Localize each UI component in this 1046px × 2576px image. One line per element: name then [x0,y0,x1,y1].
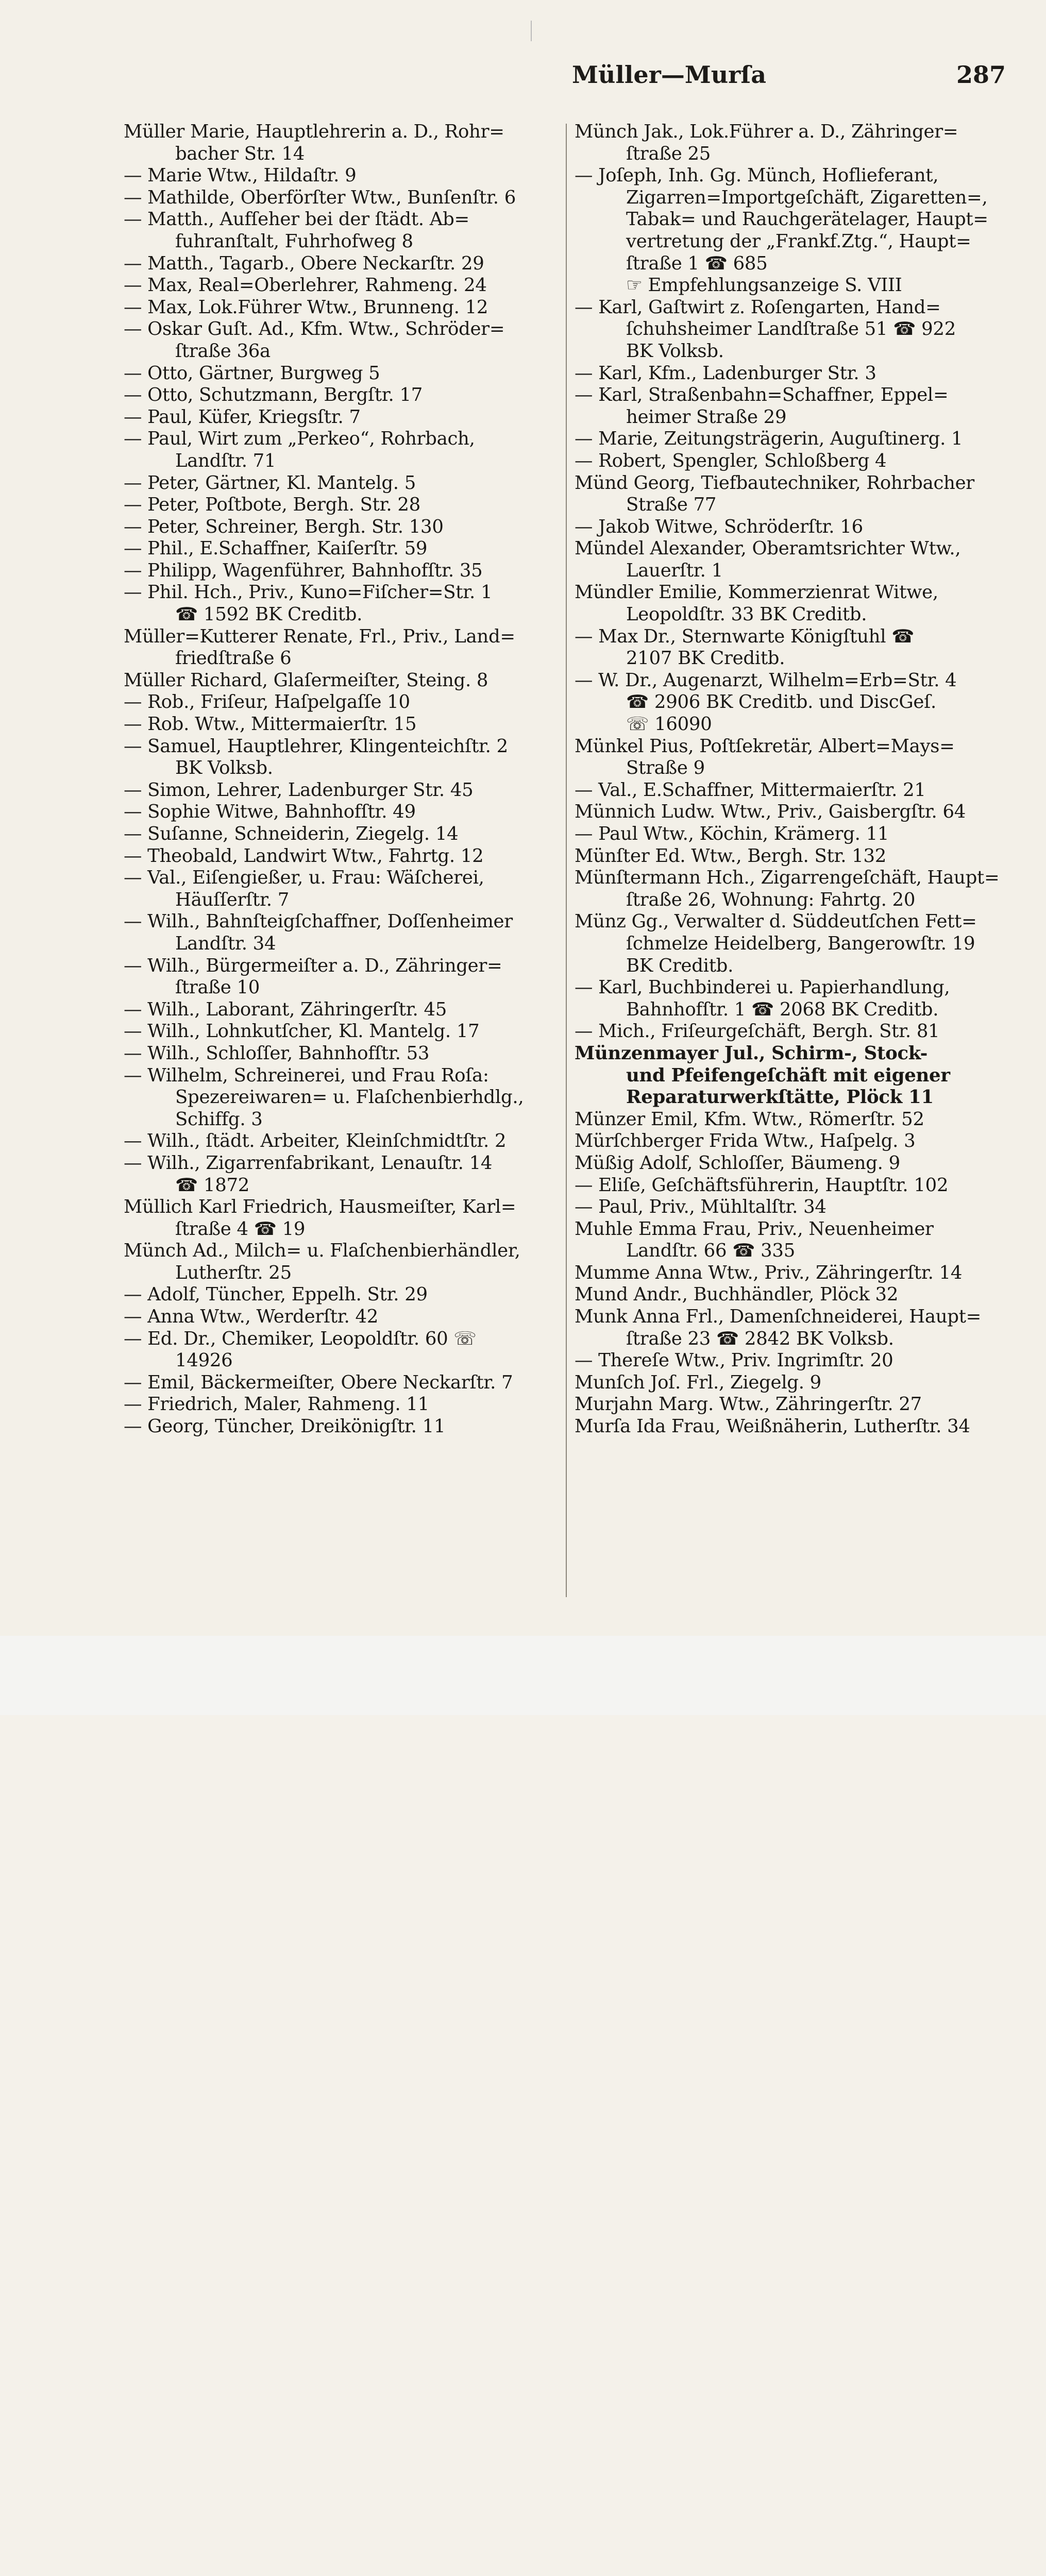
directory-entry-line: Mumme Anna Wtw., Priv., Zähringerſtr. 14 [575,1262,963,1283]
directory-entry-line: — Mich., Friſeurgeſchäft, Bergh. Str. 81 [575,1021,940,1042]
page-header [572,61,1006,97]
directory-entry-line: — Adolf, Tüncher, Eppelh. Str. 29 [124,1284,428,1306]
directory-entry-line: — Simon, Lehrer, Ladenburger Str. 45 [124,779,474,801]
directory-entry-line: — Georg, Tüncher, Dreikönigſtr. 11 [124,1416,446,1437]
directory-entry-line: ſtraße 4 ☎ 19 [175,1218,306,1240]
directory-entry-line: — Paul, Küfer, Kriegsſtr. 7 [124,406,361,428]
directory-entry-line: Schiffg. 3 [175,1108,263,1130]
directory-entry-line: — Peter, Schreiner, Bergh. Str. 130 [124,516,444,537]
page-title: Müller—Murſa [572,61,767,89]
directory-entry-line: — Robert, Spengler, Schloßberg 4 [575,450,887,471]
left-column [124,121,564,1438]
directory-entry-line: — Karl, Straßenbahn=Schaffner, Eppel= [575,384,949,406]
directory-entry-line: — Wilh., Bürgermeiſter a. D., Zähringer= [124,955,502,976]
directory-entry-line: Münſtermann Hch., Zigarrengeſchäft, Haupt= [575,867,1000,889]
directory-entry-line: Straße 77 [626,494,717,516]
directory-entry-line: Muhle Emma Frau, Priv., Neuenheimer [575,1218,934,1240]
directory-entry-line: — Anna Wtw., Werderſtr. 42 [124,1306,379,1328]
directory-entry-line: — Otto, Schutzmann, Bergſtr. 17 [124,384,423,406]
directory-entry-line: — Paul Wtw., Köchin, Krämerg. 11 [575,823,889,844]
directory-entry-line: — Emil, Bäckermeiſter, Obere Neckarſtr. 7 [124,1371,513,1393]
directory-entry-line: ſtraße 25 [626,143,711,164]
directory-entry-line: vertretung der „Frankf.Ztg.“, Haupt= [626,230,971,252]
directory-entry-line: — Paul, Wirt zum „Perkeo“, Rohrbach, [124,428,475,450]
directory-entry-line: ☞ Empfehlungsanzeige S. VIII [626,275,902,296]
directory-entry-line: — Peter, Gärtner, Kl. Mantelg. 5 [124,472,416,494]
directory-entry-line: Münd Georg, Tiefbautechniker, Rohrbacher [575,472,974,494]
directory-entry-line: heimer Straße 29 [626,406,787,428]
directory-entry-line: Münch Ad., Milch= u. Flaſchenbierhändler, [124,1240,520,1262]
directory-entry-line: Müller Richard, Glaſermeiſter, Steing. 8 [124,669,488,691]
directory-entry-line: — Val., E.Schaffner, Mittermaierſtr. 21 [575,779,926,801]
directory-entry-line: — Wilh., ſtädt. Arbeiter, Kleinſchmidtſtr. 2 [124,1130,507,1152]
page-number: 287 [956,61,1006,89]
directory-entry-line: — Wilh., Bahnſteigſchaffner, Doſſenheimer [124,911,513,933]
directory-entry-line: — Wilh., Lohnkutſcher, Kl. Mantelg. 17 [124,1021,480,1042]
directory-entry-line: Münkel Pius, Poſtſekretär, Albert=Mays= [575,735,955,757]
directory-entry-line: — Rob. Wtw., Mittermaierſtr. 15 [124,714,417,735]
directory-entry-line: 2107 BK Creditb. [626,648,785,669]
directory-entry-line: — Otto, Gärtner, Burgweg 5 [124,362,380,384]
directory-entry-line: — Wilh., Zigarrenfabrikant, Lenauſtr. 14 [124,1152,493,1174]
directory-entry-line: — Joſeph, Inh. Gg. Münch, Hoflieferant, [575,165,939,187]
directory-entry-line: Müllich Karl Friedrich, Hausmeiſter, Karl= [124,1196,516,1218]
directory-entry-line: und Pfeifengeſchäft mit eigener [626,1064,950,1086]
directory-entry-line: Müller Marie, Hauptlehrerin a. D., Rohr= [124,121,504,142]
directory-entry-line: Leopoldſtr. 33 BK Creditb. [626,604,867,625]
directory-entry-line: — Philipp, Wagenführer, Bahnhofſtr. 35 [124,560,483,581]
directory-entry-line: — Karl, Kfm., Ladenburger Str. 3 [575,362,876,384]
directory-entry-line: Reparaturwerkſtätte, Plöck 11 [626,1087,934,1108]
directory-entry-line: — Val., Eiſengießer, u. Frau: Wäſcherei, [124,867,484,889]
directory-entry-line: — Thereſe Wtw., Priv. Ingrimſtr. 20 [575,1350,893,1371]
directory-entry-line: Mündler Emilie, Kommerzienrat Witwe, [575,582,938,603]
directory-entry-line: — Karl, Buchbinderei u. Papierhandlung, [575,977,950,998]
directory-entry-line: 14926 [175,1350,233,1371]
directory-entry-line: Mürſchberger Frida Wtw., Haſpelg. 3 [575,1130,916,1152]
directory-entry-line: — Sophie Witwe, Bahnhofſtr. 49 [124,801,416,823]
directory-entry-line: — Matth., Tagarb., Obere Neckarſtr. 29 [124,252,484,274]
directory-entry-line: bacher Str. 14 [175,143,305,164]
directory-entry-line: Straße 9 [626,757,705,779]
directory-entry-line: — Marie Wtw., Hildaſtr. 9 [124,165,357,187]
directory-entry-line: — Karl, Gaſtwirt z. Roſengarten, Hand= [575,296,941,318]
directory-entry-line: Munſch Joſ. Frl., Ziegelg. 9 [575,1371,821,1393]
directory-entry-line: Landſtr. 34 [175,933,276,954]
directory-entry-line: Münnich Ludw. Wtw., Priv., Gaisbergſtr. 64 [575,801,966,823]
directory-entry-line: — Peter, Poſtbote, Bergh. Str. 28 [124,494,420,516]
directory-entry-line: Häuſſerſtr. 7 [175,889,289,910]
directory-entry-line: — Wilhelm, Schreinerei, und Frau Roſa: [124,1064,489,1086]
directory-entry-line: ſtraße 36a [175,340,271,362]
directory-entry-line: BK Volksb. [626,340,724,362]
directory-entry-line: Mund Andr., Buchhändler, Plöck 32 [575,1284,899,1306]
directory-entry-line: ſtraße 23 ☎ 2842 BK Volksb. [626,1328,894,1349]
directory-entry-line: BK Volksb. [175,757,273,779]
directory-entry-line: — Wilh., Schloſſer, Bahnhofſtr. 53 [124,1042,430,1064]
directory-entry-line: Bahnhofſtr. 1 ☎ 2068 BK Creditb. [626,998,939,1020]
directory-entry-line: — Suſanne, Schneiderin, Ziegelg. 14 [124,823,459,844]
directory-entry-line: — Eliſe, Geſchäftsführerin, Hauptſtr. 102 [575,1174,949,1196]
directory-entry-line: — Max, Lok.Führer Wtw., Brunneng. 12 [124,296,488,318]
scan-mark [531,21,532,41]
directory-entry-line: Landſtr. 66 ☎ 335 [626,1240,795,1262]
directory-entry-line: friedſtraße 6 [175,648,292,669]
directory-entry-line: Münz Gg., Verwalter d. Süddeutſchen Fett= [575,911,977,933]
directory-entry-line: — Max Dr., Sternwarte Königſtuhl ☎ [575,625,915,647]
directory-entry-line: ſchmelze Heidelberg, Bangerowſtr. 19 [626,933,975,954]
directory-entry-line: — Samuel, Hauptlehrer, Klingenteichſtr. 2 [124,735,508,757]
footer [0,1636,1046,1715]
right-column [575,121,1013,1438]
directory-entry-line: — Jakob Witwe, Schröderſtr. 16 [575,516,863,537]
directory-entry-line: Mündel Alexander, Oberamtsrichter Wtw., [575,538,961,560]
directory-entry-line: Lauerſtr. 1 [626,560,723,581]
directory-entry-line: ſtraße 26, Wohnung: Fahrtg. 20 [626,889,916,910]
directory-entry-line: Münzer Emil, Kfm. Wtw., Römerſtr. 52 [575,1108,924,1130]
directory-entry-line: ☏ 16090 [626,714,712,735]
directory-entry-line: — Friedrich, Maler, Rahmeng. 11 [124,1394,429,1415]
directory-entry-line: fuhranſtalt, Fuhrhofweg 8 [175,230,413,252]
directory-entry-line: ☎ 1872 [175,1174,250,1196]
directory-entry-line: Landſtr. 71 [175,450,276,471]
directory-entry-line: ſchuhsheimer Landſtraße 51 ☎ 922 [626,318,956,340]
directory-entry-line: — Oskar Guſt. Ad., Kfm. Wtw., Schröder= [124,318,505,340]
directory-entry-line: Murſa Ida Frau, Weißnäherin, Lutherſtr. 34 [575,1416,970,1437]
column-divider [566,124,567,1597]
directory-entry-line: — Paul, Priv., Mühltalſtr. 34 [575,1196,826,1218]
directory-entry-line: Tabak= und Rauchgerätelager, Haupt= [626,209,988,230]
directory-entry-line: Spezereiwaren= u. Flaſchenbierhdlg., [175,1087,524,1108]
directory-entry-line: Murjahn Marg. Wtw., Zähringerſtr. 27 [575,1394,922,1415]
directory-entry-line: Munk Anna Frl., Damenſchneiderei, Haupt= [575,1306,982,1328]
directory-entry-line: Müßig Adolf, Schloſſer, Bäumeng. 9 [575,1152,900,1174]
directory-entry-line: ſtraße 1 ☎ 685 [626,252,768,274]
directory-entry-line: — W. Dr., Augenarzt, Wilhelm=Erb=Str. 4 [575,669,957,691]
directory-entry-line: — Phil., E.Schaffner, Kaiſerſtr. 59 [124,538,428,560]
directory-entry-line: Münzenmayer Jul., Schirm-, Stock- [575,1042,928,1064]
directory-entry-line: Münſter Ed. Wtw., Bergh. Str. 132 [575,845,887,867]
directory-entry-line: Müller=Kutterer Renate, Frl., Priv., Land= [124,625,515,647]
directory-entry-line: Münch Jak., Lok.Führer a. D., Zähringer= [575,121,958,142]
directory-entry-line: ☎ 1592 BK Creditb. [175,604,363,625]
directory-entry-line: — Phil. Hch., Priv., Kuno=Fiſcher=Str. 1 [124,582,493,603]
directory-entry-line: — Mathilde, Oberförſter Wtw., Bunſenſtr. 6 [124,187,516,208]
directory-entry-line: — Rob., Friſeur, Haſpelgaſſe 10 [124,691,410,713]
directory-entry-line: ſtraße 10 [175,977,260,998]
directory-entry-line: — Max, Real=Oberlehrer, Rahmeng. 24 [124,275,487,296]
directory-entry-line: BK Creditb. [626,955,734,976]
directory-entry-line: — Wilh., Laborant, Zähringerſtr. 45 [124,998,447,1020]
directory-entry-line: — Marie, Zeitungsträgerin, Auguſtinerg. 1 [575,428,963,450]
directory-entry-line: — Ed. Dr., Chemiker, Leopoldſtr. 60 ☏ [124,1328,477,1349]
directory-entry-line: Zigarren=Importgeſchäft, Zigaretten=, [626,187,988,208]
directory-entry-line: Lutherſtr. 25 [175,1262,292,1283]
directory-entry-line: — Theobald, Landwirt Wtw., Fahrtg. 12 [124,845,484,867]
directory-entry-line: — Matth., Aufſeher bei der ſtädt. Ab= [124,209,469,230]
directory-entry-line: ☎ 2906 BK Creditb. und DiscGeſ. [626,691,936,713]
